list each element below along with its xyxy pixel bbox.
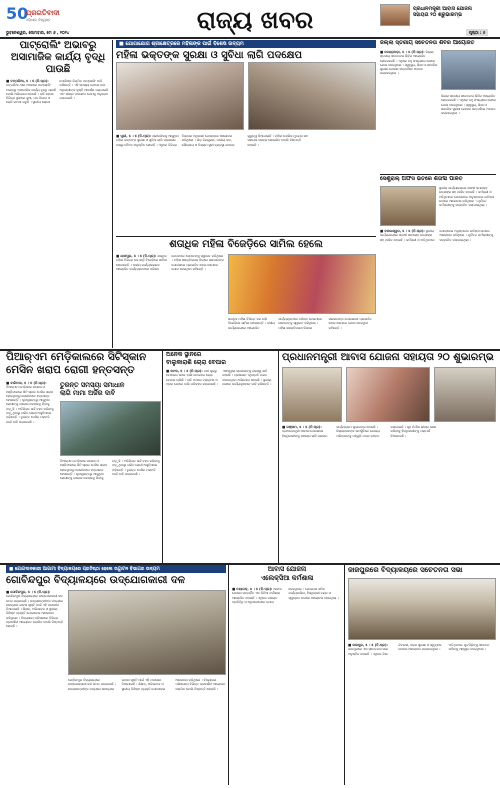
bjd-group-photo (228, 254, 376, 314)
body-text: ଜିଲ୍ଲା ସ୍ତରୀୟ ସଚେତନତା ଶିବିର ଆୟୋଜିତ ହୋଇଯାଇଛି । ଏଥିରେ ବହୁ ସଂଖ୍ୟାରେ ଲୋକେ ଯୋଗ ଦେଇଥିଲେ । ସ୍ୱାସ୍ଥ୍ୟ, ଶିକ୍ଷା ଓ ସାମାଜିକ ସୁରକ୍ଷା ଯୋଜନା ସମ୍ପର୍କରେ ଅବଗତ କରାଯାଇଥିଲା । (441, 94, 496, 116)
body-text: ପ୍ରଧାନମନ୍ତ୍ରୀ ଆବାସ ଯୋଜନାରେ ହିତାଧିକାରୀଙ୍କୁ ସହାୟତା ରାଶି ପ୍ରଦାନ କାର୍ଯ୍ୟକ୍ରମ ଶୁଭାରମ୍ଭ ହୋଇଛି । ଜିଲ୍ଲାପାଳଙ୍କ ଉପସ୍ଥିତିରେ ଯୋଗ୍ୟ ପରିବାରଙ୍କୁ ମଞ୍ଜୁରି ପତ୍ର ବଣ୍ଟନ କରାଯାଇଛି । ଗୃହ ନିର୍ମାଣ ଶୀଘ୍ର ଶେଷ କରିବାକୁ ହିତାଧିକାରୀଙ୍କୁ ପରାମର୍ଶ ଦିଆଯାଇଛି । (282, 425, 437, 438)
body-text: ଆବାସ ଯୋଜନା ସମ୍ପର୍କିତ ଏକ ଦିନିଆ କର୍ମଶାଳା ଆୟୋଜିତ ହୋଇଛି । ଏଥିରେ ପଞ୍ଚାୟତ ପ୍ରତିନିଧି ଓ ଅଧିକାରୀମାନେ ଯୋଗ ଦେଇଥିଲେ । ଯୋଜନାର ସଠିକ କାର୍ଯ୍ୟକାରିତା, ହିତାଧିକାରୀ ଚୟନ ଓ ସ୍ୱଚ୍ଛତା ଉପରେ ଆଲୋଚନା ହୋଇଥିଲା । (232, 587, 339, 604)
article-headline: ଜିଲ୍ଲା ସ୍ତରୀୟ ସଚେତନତା ଶିବିର ଆୟୋଜିତ (380, 40, 475, 46)
dateline: ■ ଗଞ୍ଜାମ, ୫ । ୫ (ନି.ପ୍ର): (282, 425, 322, 429)
article-patrolling[interactable] (6, 40, 110, 346)
article-body-side (439, 186, 496, 226)
dateline: ■ ବାଲେଶ୍ୱର, ୫ । ୫ (ନି.ପ୍ର): (380, 229, 425, 233)
masthead (0, 0, 500, 40)
logo-number: 50 (6, 4, 29, 23)
body-text: ଗୋବିନ୍ଦପୁର ବିଦ୍ୟାଳୟରେ ଉଦ୍‌ଯୋଗକାରୀ ଦଳ ଗଠନ କରାଯାଇଛି । ଛାତ୍ରଛାତ୍ରୀଙ୍କ ମଧ୍ୟରେ ଉଦ୍ୟୋଗ ଭାବନା ସୃଷ୍ଟି ପାଇଁ ଏହି ପଦକ୍ଷେପ ନିଆଯାଇଛି । ଶିକ୍ଷକ, ଅଭିଭାବକ ଓ ସ୍ଥାନୀୟ ବିଶିଷ୍ଟ ବ୍ୟକ୍ତି ଯୋଗଦେଇ ଆଲୋଚନା କରିଥିଲେ । ବିଦ୍ୟାଳୟ ପରିସରରେ ବିଭିନ୍ନ ପ୍ରଦର୍ଶନୀ ଆୟୋଜନ କରାଯିବ ବୋଲି ନିଷ୍ପତ୍ତି ହୋଇଛି । (68, 678, 226, 691)
article-ct-scan[interactable] (6, 351, 161, 561)
article-headline: ଅନେକ ସ୍ଥାନରେ ବାଲୁକାରାଶି ଚୋରା ବେପାର (166, 351, 226, 366)
column-divider (162, 351, 163, 563)
article-pmay[interactable] (282, 351, 496, 561)
pmay-photo-center (346, 367, 430, 422)
dateline: ■ କଟକ, ୫ । ୫ (ନି.ପ୍ର): (166, 369, 203, 373)
article-headline: ପାଟ୍ରୋଲିଂ ଅଭାବରୁ ଅସାମାଜିକ କାର୍ଯ୍ୟ ବୃଦ୍ଧି ପାଉଛି (10, 40, 106, 75)
logo-name: ପ୍ରଗତିବାଦୀ (26, 9, 60, 17)
article-body-continued (228, 317, 376, 346)
body-text: ସ୍ଥାନୀୟ କାର୍ଯ୍ୟାଳୟରେ ଶତାବ୍ଦୀ ସମାରୋହ ଉତ୍ସାହର ସହ ପାଳିତ ହୋଇଛି । କର୍ମଚାରୀ ଓ ଅତିଥିମାନେ ଯୋଗଦେଇ ଅନୁଷ୍ଠାନର ଇତିହାସ ଉପରେ ଆଲୋଚନା କରିଥିଲେ । ପୂର୍ବତନ କର୍ମଚାରୀଙ୍କୁ ସମ୍ମାନିତ କରାଯାଇଥିଲା । (439, 186, 495, 208)
dateline: ■ କେନ୍ଦ୍ରାପଡ଼ା, ୫ । ୫ (ନି.ପ୍ର): (380, 50, 425, 54)
column-divider (112, 40, 113, 348)
dateline: ■ ବାରିପଦା, ୫ । ୫ (ନି.ପ୍ର): (6, 381, 47, 385)
meeting-photo-2 (248, 62, 376, 130)
dateline: ■ ଗୋବିନ୍ଦପୁର, ୫ । ୫ (ନି.ପ୍ର): (6, 590, 51, 594)
column-divider (344, 565, 345, 785)
article-awareness-camp[interactable] (380, 40, 496, 170)
school-photo (68, 590, 226, 675)
article-body (116, 254, 224, 346)
newspaper-logo[interactable] (6, 4, 86, 24)
article-headline: ସେଣ୍ଟ୍ରାଲ୍ ଅଫିସ ଭିତରେ ଶତାବ୍ଦୀ ପାଳିତ (380, 176, 463, 182)
body-text: ଶ୍ରୀମନ୍ଦିରକୁ ଆସୁଥିବା ମହିଳା ଭକ୍ତଙ୍କ ସୁରକ୍ଷା ଓ ସୁବିଧା ଲାଗି ପ୍ରଶାସନ ପକ୍ଷରୁ ବୈଠକ ଅନୁଷ୍ଠିତ ହୋଇଛି । ଏଥିରେ ବିଭିନ୍ନ ବିଭାଗର ଅଧିକାରୀ ଯୋଗଦେଇ ଆଲୋଚନା କରିଥିଲେ । ଭିଡ଼ ନିୟନ୍ତ୍ରଣ, ପାନୀୟ ଜଳ, ଶୌଚାଳୟ ଓ ବିଶ୍ରାମ ସ୍ଥଳୀ ବ୍ୟବସ୍ଥା ଉପରେ ଗୁରୁତ୍ୱ ଦିଆଯାଇଛି । ମହିଳା ପୋଲିସ ମୁତୟନ ସହ ସହାୟତା କେନ୍ଦ୍ର ଖୋଲାଯିବ ବୋଲି ନିଷ୍ପତ୍ତି ହୋଇଛି । (116, 134, 308, 147)
page-label: ପୃଷ୍ଠା : ୫ (466, 29, 488, 36)
masthead-rule (0, 37, 500, 39)
dateline: ■ ପୁରୀ, ୫ । ୫ (ନି.ପ୍ର): (116, 134, 152, 138)
article-subheadline: ତୁରନ୍ତ ସମସ୍ୟା ସମାଧାନ ଲାଗି ମାମା ଅର୍ଜିର ଦାବି (60, 381, 125, 397)
article-body (6, 79, 110, 355)
article-body (348, 643, 496, 781)
article-jajpur-meeting[interactable] (348, 565, 496, 783)
article-headline: ଆବାସ ଯୋଜନା ଏଲେକ୍‌ସିଆ କର୍ମଶାଳା (260, 565, 314, 582)
column-divider (228, 565, 229, 785)
centenary-photo (380, 186, 436, 226)
article-body (166, 369, 276, 559)
article-body-continued (68, 678, 226, 780)
article-women-safety[interactable] (116, 40, 376, 235)
article-kicker: ■ ଯୋଗାଯୋଗ ଶ୍ରୀକ୍ଷେତ୍ରରେ ମହିଳାଙ୍କ ପାଇଁ ବିଶେଷ ଉଦ୍ୟମ (116, 40, 376, 48)
body-text: ଜାଜପୁରରେ ଏକ ସଚେତନତା ସଭା ଅନୁଷ୍ଠିତ ହୋଇଛି । ଏଥିରେ ନିଶା ନିବାରଣ, ସଡ଼କ ସୁରକ୍ଷା ଓ ସ୍ୱଚ୍ଛତା ଉପରେ ଆଲୋଚନା କରାଯାଇଥିଲା । ଅତିଥିମାନେ ଯୁବପିଢ଼ିଙ୍କୁ ସଚେତନ ରହିବାକୁ ଆହ୍ୱାନ ଦେଇଥିଲେ । (348, 643, 490, 656)
body-text: ତତ୍ପରିଆ ଥାନା ଅଞ୍ଚଳରେ ପାଟ୍ରୋଲିଂ ଅଭାବରୁ ଅସାମାଜିକ କାର୍ଯ୍ୟ ବୃଦ୍ଧି ପାଉଛି ବୋଲି ଅଭିଯୋଗ ହୋଇଛି । ରାତି ହେଲେ ବିଭିନ୍ନ ସ୍ଥାନରେ ଜୁଆ, ମଦ ପିଇବା ଓ ଚୋରି ଘଟଣା ଘଟୁଛି । ସ୍ଥାନୀୟ ଲୋକେ ପୋଲିସର ନିୟମିତ ପାଟ୍ରୋଲିଂ ଦାବି କରିଛନ୍ତି । ଏହି ସମସ୍ୟା ଉପରେ ଉଚ୍ଚ ଅଧିକାରୀଙ୍କ ଦୃଷ୍ଟି ଆକର୍ଷଣ କରାଯାଇଛି ଏବଂ ଶୀଘ୍ର ପଦକ୍ଷେପ ନେବାକୁ ଅନୁରୋଧ କରାଯାଇଛି । (6, 79, 109, 105)
logo-tagline: ଓଡ଼ିଶାର ବିଶ୍ୱସ୍ତ (26, 18, 51, 22)
date-line: ଭୁବନେଶ୍ୱର, ସୋମବାର, ମେ ୬ , ୨୦୨୪ (6, 30, 70, 35)
article-kicker: ■ ଯୋଗଦାନକାରୀ ଆଗାମୀ ବିଦ୍ୟାଳୟରେ ପ୍ରତିଷ୍ଠା ହେଲେ ଉଦ୍ଘାଟନ ବିଭାଗର ଉଦ୍ୟମ (6, 565, 226, 573)
article-headline: ମହିଳା ଭକ୍ତଙ୍କ ସୁରକ୍ଷା ଓ ସୁବିଧା ଲାଗି ପଦକ୍ଷେପ (116, 50, 302, 61)
meeting-hall-photo (348, 578, 496, 640)
body-text: ଜିଲ୍ଲା ସ୍ତରୀୟ ସଚେତନତା ଶିବିର ଆୟୋଜିତ ହୋଇଯାଇଛି । ଏଥିରେ ବହୁ ସଂଖ୍ୟାରେ ଲୋକେ ଯୋଗ ଦେଇଥିଲେ । ସ୍ୱାସ୍ଥ୍ୟ, ଶିକ୍ଷା ଓ ସାମାଜିକ ସୁରକ୍ଷା ଯୋଜନା ସମ୍ପର୍କରେ ଅବଗତ କରାଯାଇଥିଲା । (380, 50, 438, 76)
column-divider (278, 351, 279, 563)
body-text: ପିଆର୍‌ଏମ ମେଡ଼ିକାଲ କଲେଜ ଓ ହସ୍ପିଟାଲରେ ସିଟି ସ୍କାନ ମେସିନ ଖରାପ ହୋଇଥିବାରୁ ରୋଗୀମାନେ ହନ୍ତସନ୍ତ ହେଉଛନ୍ତି । ଦୂରଦୂରାନ୍ତରୁ ଆସୁଥିବା ରୋଗୀଙ୍କୁ ଘରୋଇ କେନ୍ଦ୍ରକୁ ଯିବାକୁ ପଡ଼ୁଛି । ଅତିରିକ୍ତ ଖର୍ଚ୍ଚ ବହନ କରିବାକୁ ପଡ଼ୁଥିବାରୁ ଗରିବ ରୋଗୀ ଅସୁବିଧାରେ ପଡ଼ିଛନ୍ତି । ତୁରନ୍ତ ମେସିନ ମରାମତି ପାଇଁ ଦାବି କରାଯାଇଛି । (60, 459, 160, 481)
article-centenary[interactable] (380, 176, 496, 341)
pmay-photo-right (434, 367, 496, 422)
article-body-continued (60, 459, 161, 559)
article-body (232, 587, 342, 781)
article-headline: ଗୋବିନ୍ଦପୁର ବିଦ୍ୟାଳୟରେ ଉଦ୍‌ଯୋଗକାରୀ ଦଳ (6, 575, 185, 586)
dateline: ■ ଜାଜପୁର, ୫ । ୫ (ନି.ପ୍ର): (348, 643, 388, 647)
dateline: ■ ଯାଜପୁର, ୫ । ୫ (ନି.ପ୍ର): (116, 254, 157, 258)
body-text: ପିଆର୍‌ଏମ ମେଡ଼ିକାଲ କଲେଜ ଓ ହସ୍ପିଟାଲରେ ସିଟି ସ୍କାନ ମେସିନ ଖରାପ ହୋଇଥିବାରୁ ରୋଗୀମାନେ ହନ୍ତସନ୍ତ ହେଉଛନ୍ତି । ଦୂରଦୂରାନ୍ତରୁ ଆସୁଥିବା ରୋଗୀଙ୍କୁ ଘରୋଇ କେନ୍ଦ୍ରକୁ ଯିବାକୁ ପଡ଼ୁଛି । ଅତିରିକ୍ତ ଖର୍ଚ୍ଚ ବହନ କରିବାକୁ ପଡ଼ୁଥିବାରୁ ଗରିବ ରୋଗୀ ଅସୁବିଧାରେ ପଡ଼ିଛନ୍ତି । ତୁରନ୍ତ ମେସିନ ମରାମତି ପାଇଁ ଦାବି କରାଯାଇଛି । (6, 385, 54, 424)
section-title: ରାଜ୍ୟ ଖବର (196, 6, 314, 34)
article-bjd-joining[interactable] (116, 238, 376, 348)
body-text: ଗୋବିନ୍ଦପୁର ବିଦ୍ୟାଳୟରେ ଉଦ୍‌ଯୋଗକାରୀ ଦଳ ଗଠନ କରାଯାଇଛି । ଛାତ୍ରଛାତ୍ରୀଙ୍କ ମଧ୍ୟରେ ଉଦ୍ୟୋଗ ଭାବନା ସୃଷ୍ଟି ପାଇଁ ଏହି ପଦକ୍ଷେପ ନିଆଯାଇଛି । ଶିକ୍ଷକ, ଅଭିଭାବକ ଓ ସ୍ଥାନୀୟ ବିଶିଷ୍ଟ ବ୍ୟକ୍ତି ଯୋଗଦେଇ ଆଲୋଚନା କରିଥିଲେ । ବିଦ୍ୟାଳୟ ପରିସରରେ ବିଭିନ୍ନ ପ୍ରଦର୍ଶନୀ ଆୟୋଜନ କରାଯିବ ବୋଲି ନିଷ୍ପତ୍ତି ହୋଇଛି । (6, 594, 64, 629)
meeting-photo (116, 62, 244, 130)
article-awas-workshop[interactable] (232, 565, 342, 783)
masthead-promo-photo (380, 4, 410, 26)
masthead-promo-headline: ପ୍ରଧାନମନ୍ତ୍ରୀ ଆବାସ ଯୋଜନା ସହାୟତା ୨୦ ଶ୍ରୁଭାରମ୍ଭ (413, 6, 472, 18)
dateline: ■ ତତ୍ପରିଆ, ୫ । ୫ (ନି.ପ୍ର): (6, 79, 49, 83)
section-divider (116, 236, 376, 237)
article-body (380, 50, 438, 168)
section-divider (380, 174, 496, 175)
article-headline: ପିଆର୍‌ଏମ ମେଡ଼ିକାଲରେ ସିଟିସ୍କାନ ମେସିନ ଖରାପ ରୋଗୀ ହନ୍ତସନ୍ତ (6, 351, 147, 376)
article-body (6, 590, 64, 780)
dateline: ■ ନୟାଗଡ଼, ୫ । ୫ (ନି.ପ୍ର): (232, 587, 273, 591)
body-text: ଶତାଧିକ ମହିଳା ବିଭିନ୍ନ ଦଳ ଛାଡ଼ି ବିଜେଡ଼ିରେ ସାମିଲ ହୋଇଛନ୍ତି । ଦଳୀୟ କାର୍ଯ୍ୟାଳୟରେ ଆୟୋଜିତ କାର୍ଯ୍ୟକ୍ରମରେ ବରିଷ୍ଠ ନେତାମାନେ ସେମାନଙ୍କୁ ସ୍ୱାଗତ କରିଥିଲେ । ମହିଳା ସଶକ୍ତିକରଣ ଦିଗରେ ସରକାରଙ୍କ ଯୋଜନାରେ ପ୍ରଭାବିତ ହୋଇ ସେମାନେ ଯୋଗ ଦେଇଥିବା କହିଛନ୍ତି । (228, 317, 372, 330)
article-body (380, 229, 496, 339)
body-text: ଶତାଧିକ ମହିଳା ବିଭିନ୍ନ ଦଳ ଛାଡ଼ି ବିଜେଡ଼ିରେ ସାମିଲ ହୋଇଛନ୍ତି । ଦଳୀୟ କାର୍ଯ୍ୟାଳୟରେ ଆୟୋଜିତ କାର୍ଯ୍ୟକ୍ରମରେ ବରିଷ୍ଠ ନେତାମାନେ ସେମାନଙ୍କୁ ସ୍ୱାଗତ କରିଥିଲେ । ମହିଳା ସଶକ୍ତିକରଣ ଦିଗରେ ସରକାରଙ୍କ ଯୋଜନାରେ ପ୍ରଭାବିତ ହୋଇ ସେମାନେ ଯୋଗ ଦେଇଥିବା କହିଛନ୍ତି । (116, 254, 224, 271)
pmay-photo-left (282, 367, 342, 422)
camp-photo (441, 50, 496, 90)
article-sand-mining[interactable] (166, 351, 276, 561)
body-text: ସ୍ଥାନୀୟ କାର୍ଯ୍ୟାଳୟରେ ଶତାବ୍ଦୀ ସମାରୋହ ଉତ୍ସାହର ସହ ପାଳିତ ହୋଇଛି । କର୍ମଚାରୀ ଓ ଅତିଥିମାନେ ଯୋଗଦେଇ ଅନୁଷ୍ଠାନର ଇତିହାସ ଉପରେ ଆଲୋଚନା କରିଥିଲେ । ପୂର୍ବତନ କର୍ମଚାରୀଙ୍କୁ ସମ୍ମାନିତ କରାଯାଇଥିଲା । (380, 229, 494, 242)
article-headline: ପ୍ରଧାନମନ୍ତ୍ରୀ ଆବାସ ଯୋଜନା ସହାୟତା ୨୦ ଶୁଭାରମ୍ଭ (282, 352, 494, 363)
article-gobindpur-school[interactable] (6, 565, 226, 783)
article-body (6, 381, 56, 559)
article-headline: ଶତାଧିକ ମହିଳା ବିଜେଡ଼ିରେ ସାମିଲ ହେଲେ (169, 239, 323, 250)
article-body-continued (441, 94, 496, 168)
article-body (116, 134, 376, 232)
article-body (282, 425, 496, 559)
article-headline: ଜାଜପୁରରେ ବିଦ୍ୟାଳୟରେ ସଚେତନତା ସଭା (348, 566, 463, 574)
ct-scan-photo (60, 401, 161, 456)
body-text: ନଦୀ କୂଳରୁ ବେଆଇନ ଭାବେ ବାଲି ଉଠାଯାଇ ଚୋରା ବେପାର ଚାଲିଛି । ରାତି ଅଧରେ ଟ୍ରାକ୍ଟର ଓ ଟ୍ରକ ଯୋଗେ ବାଲି ପରିବହନ କରାଯାଉଛି । ଏହାଦ୍ୱାରା ସରକାରଙ୍କୁ ରାଜସ୍ୱ କ୍ଷତି ହେଉଛି । ପ୍ରଶାସନ ଏଥିପ୍ରତି ନଜର ଦେଉନଥିବା ଅଭିଯୋଗ ହୋଇଛି । ସ୍ଥାନୀୟ ଲୋକେ କାର୍ଯ୍ୟାନୁଷ୍ଠାନ ଦାବି କରିଛନ୍ତି । (166, 369, 272, 386)
